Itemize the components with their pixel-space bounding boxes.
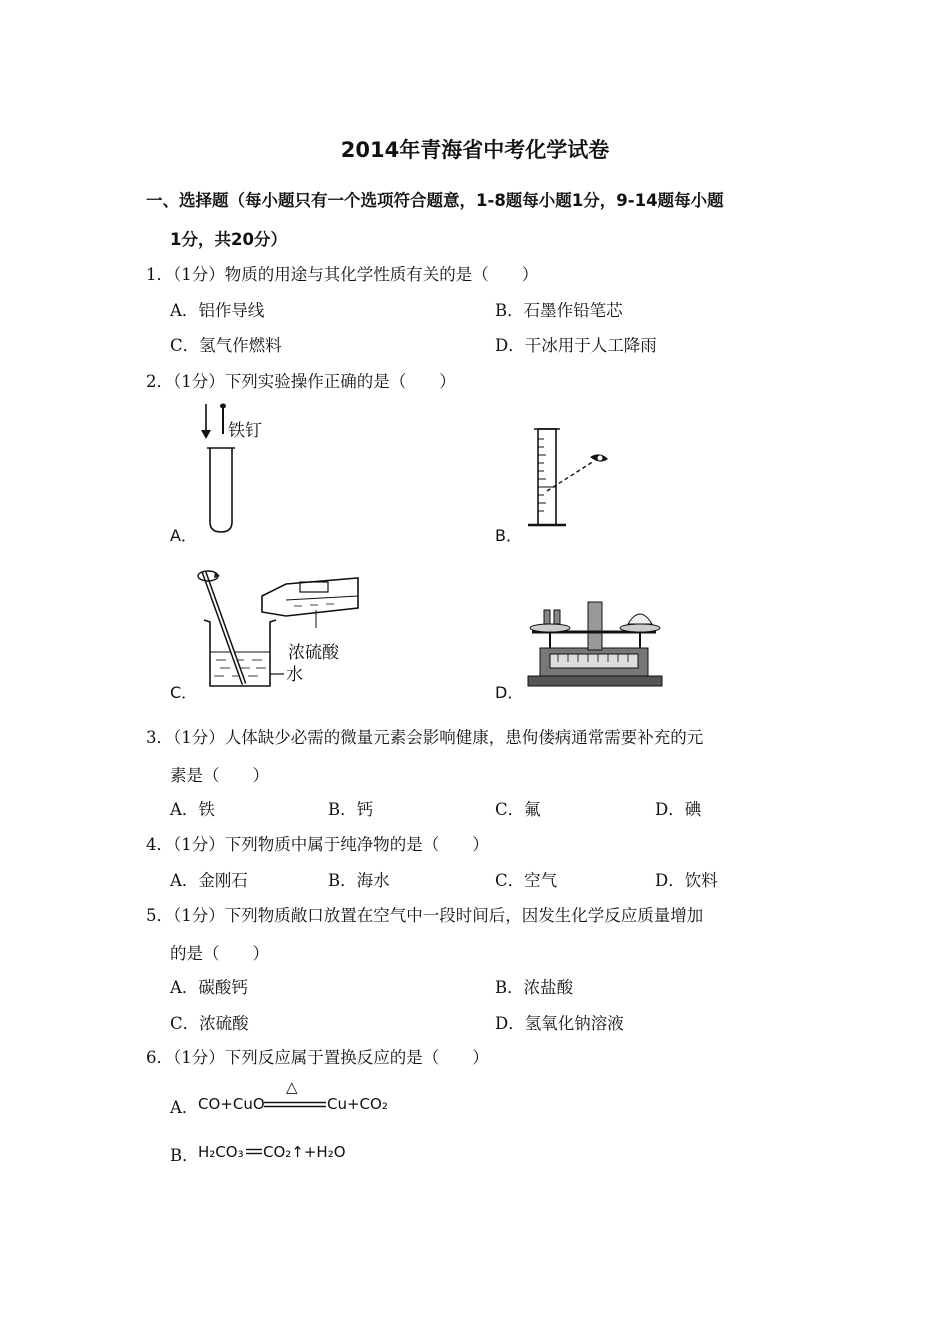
question-4-option-d: D．饮料 (655, 871, 718, 890)
water-label: 水 (286, 665, 303, 685)
test-tube-nail-figure (190, 400, 280, 535)
question-3-option-c: C．氟 (495, 800, 541, 819)
question-1-stem: 1．（1分）物质的用途与其化学性质有关的是（ ） (146, 265, 539, 284)
question-6-option-b-label: B． (170, 1146, 199, 1165)
question-4-option-c: C．空气 (495, 871, 558, 890)
page-title: 2014年青海省中考化学试卷 (340, 138, 610, 162)
question-3-option-b: B．钙 (328, 800, 374, 819)
section-heading-line2: 1分，共20分） (170, 230, 287, 249)
question-2-option-c: C． (170, 683, 198, 702)
question-1-option-d: D．干冰用于人工降雨 (495, 336, 657, 355)
question-2-option-b: B． (495, 526, 522, 545)
equation-b-products: CO₂↑+H₂O (263, 1143, 346, 1161)
question-4-option-b: B．海水 (328, 871, 390, 890)
nail-label: 铁钉 (228, 421, 262, 441)
question-3-stem-line2: 素是（ ） (170, 766, 269, 785)
question-5-option-c: C．浓硫酸 (170, 1014, 249, 1033)
question-5-stem-line1: 5．（1分）下列物质敞口放置在空气中一段时间后，因发生化学反应质量增加 (146, 906, 704, 925)
heat-condition-symbol: △ (286, 1078, 298, 1096)
question-3-stem-line1: 3．（1分）人体缺少必需的微量元素会影响健康，患佝偻病通常需要补充的元 (146, 728, 704, 747)
question-1-option-c: C．氢气作燃料 (170, 336, 282, 355)
question-5-stem-line2: 的是（ ） (170, 944, 269, 963)
balance-figure (522, 598, 667, 690)
equation-a-products: Cu+CO₂ (327, 1095, 388, 1113)
equation-a-reactants: CO+CuO (198, 1095, 265, 1113)
question-2-option-a: A． (170, 526, 197, 545)
question-3-option-d: D．碘 (655, 800, 702, 819)
question-5-option-a: A．碳酸钙 (170, 978, 248, 997)
question-1-option-a: A．铝作导线 (170, 301, 265, 320)
question-4-option-a: A．金刚石 (170, 871, 248, 890)
question-3-option-a: A．铁 (170, 800, 215, 819)
equation-a-equals (264, 1101, 326, 1109)
acid-label: 浓硫酸 (288, 643, 339, 663)
question-5-option-b: B．浓盐酸 (495, 978, 574, 997)
dilution-figure (190, 562, 360, 692)
section-heading-line1: 一、选择题（每小题只有一个选项符合题意，1-8题每小题1分，9-14题每小题 (146, 191, 724, 210)
question-1-option-b: B．石墨作铅笔芯 (495, 301, 623, 320)
question-5-option-d: D．氢氧化钠溶液 (495, 1014, 624, 1033)
question-4-stem: 4．（1分）下列物质中属于纯净物的是（ ） (146, 835, 489, 854)
question-6-stem: 6．（1分）下列反应属于置换反应的是（ ） (146, 1048, 489, 1067)
question-2-stem: 2．（1分）下列实验操作正确的是（ ） (146, 372, 456, 391)
equation-b-reactants: H₂CO₃ (198, 1143, 244, 1161)
graduated-cylinder-figure (520, 425, 620, 535)
equation-b-equals (246, 1148, 262, 1156)
question-2-option-d: D． (495, 683, 524, 702)
question-6-option-a-label: A． (170, 1098, 199, 1117)
